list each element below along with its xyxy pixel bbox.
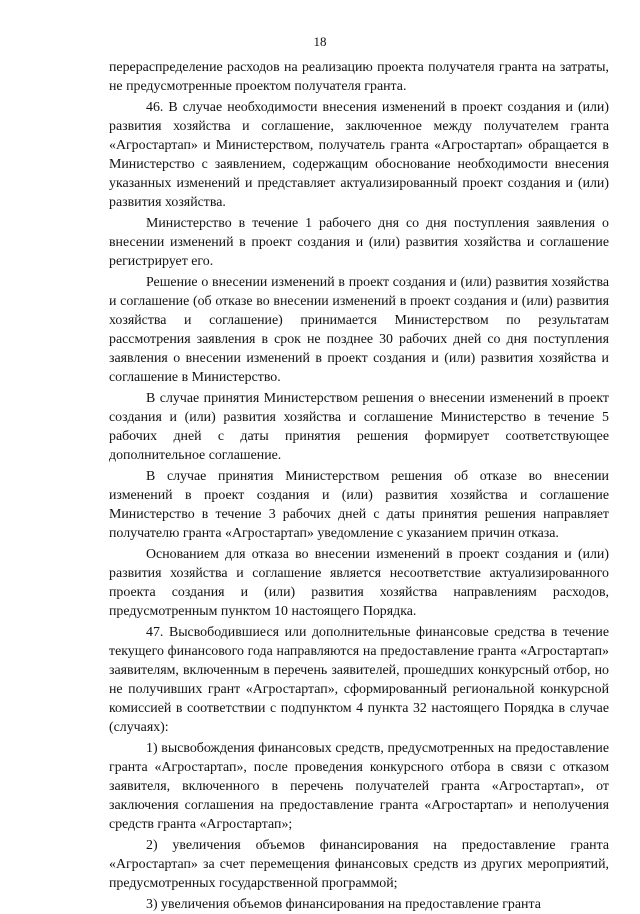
- document-body: [109, 58, 609, 914]
- paragraph-item-46: 46. В случае необходимости внесения изменений в проект создания и (или) развития хозяйства и соглашение, заключенное между получателем гранта «Агростартап» и Министерством, получатель гранта «Агростартап» обращается в Министерство с заявлением, содержащим обоснование необходимости внесения указанных изменений и представляет актуализированный проект создания и (или) развития хозяйства.: [109, 100, 609, 210]
- paragraph-approval-case: В случае принятия Министерством решения о внесении изменений в проект создания и (или) развития хозяйства и соглашение Министерство в течение 5 рабочих дней с даты принятия решения формирует соответствующее дополнительное соглашение.: [109, 391, 609, 463]
- paragraph-refusal-grounds: Основанием для отказа во внесении изменений в проект создания и (или) развития хозяйства и соглашение является несоответствие актуализированного проекта создания и (или) развития хозяйства направлениям расходов, предусмотренным пунктом 10 настоящего Порядка.: [109, 547, 609, 619]
- paragraph-registration: Министерство в течение 1 рабочего дня со дня поступления заявления о внесении изменений в проект создания и (или) развития хозяйства и соглашение регистрирует его.: [109, 216, 609, 269]
- paragraph-decision: Решение о внесении изменений в проект создания и (или) развития хозяйства и соглашение (об отказе во внесении изменений в проект создания и (или) развития хозяйства и соглашение) принимается Министерством по результатам рассмотрения заявления в срок не позднее 30 рабочих дней со дня поступления заявления о внесении изменений в проект создания и (или) развития хозяйства и соглашение в Министерство.: [109, 275, 609, 385]
- list-item-3: 3) увеличения объемов финансирования на предоставление гранта: [146, 897, 541, 912]
- paragraph-item-47: 47. Высвободившиеся или дополнительные финансовые средства в течение текущего финансового года направляются на предоставление гранта «Агростартап» заявителям, включенным в перечень заявителей, прошедших конкурсный отбор, но не получивших грант «Агростартап», сформированный региональной конкурсной комиссией в соответствии с подпунктом 4 пункта 32 настоящего Порядка в случае (случаях):: [109, 625, 609, 735]
- paragraph-refusal-case: В случае принятия Министерством решения об отказе во внесении изменений в проект создания и (или) развития хозяйства и соглашение Министерство в течение 3 рабочих дней с даты принятия решения направляет получателю гранта «Агростартап» уведомление с указанием причин отказа.: [109, 469, 609, 541]
- list-item-2: 2) увеличения объемов финансирования на предоставление гранта «Агростартап» за счет перемещения финансовых средств из других мероприятий, предусмотренных государственной программой;: [109, 838, 609, 891]
- list-item-1: 1) высвобождения финансовых средств, предусмотренных на предоставление гранта «Агростартап», после проведения конкурсного отбора в связи с отказом заявителя, включенного в перечень получателей гранта «Агростартап», от заключения соглашения на предоставление гранта «Агростартап» и неполучения средств гранта «Агростартап»;: [109, 741, 609, 832]
- page-number: 18: [313, 34, 327, 49]
- paragraph-continuation: перераспределение расходов на реализацию проекта получателя гранта на затраты, не предусмотренные проектом получателя гранта.: [109, 60, 609, 94]
